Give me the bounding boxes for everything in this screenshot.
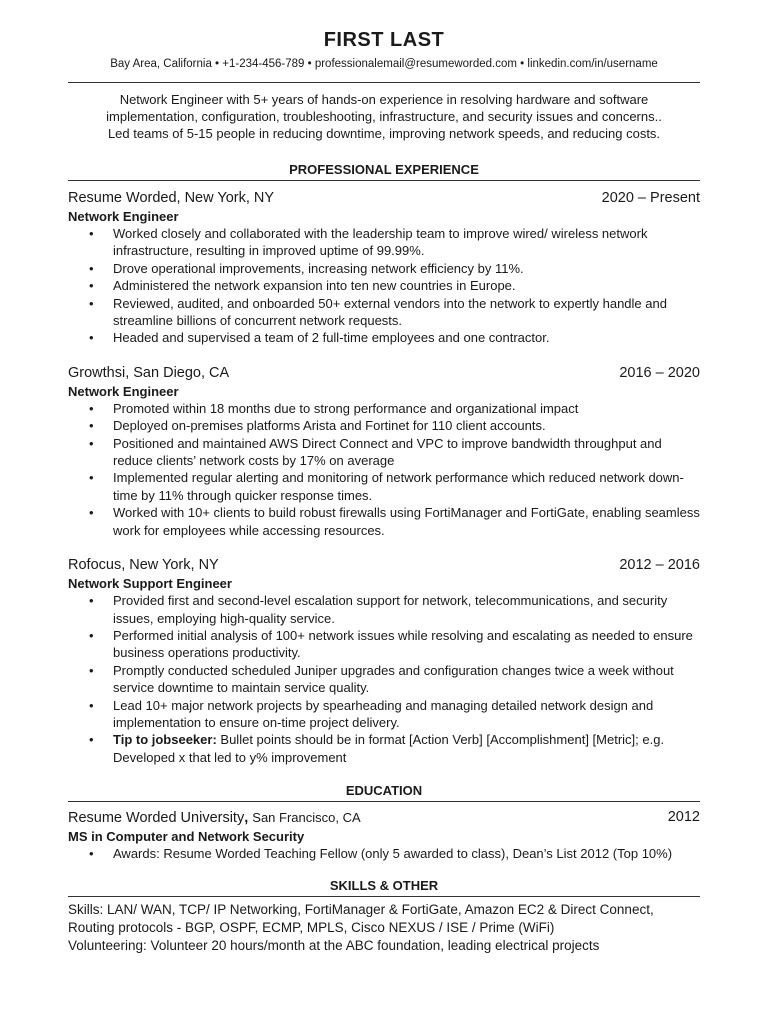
bullet-item: • Worked with 10+ clients to build robust firewalls using FortiManager and FortiGate, enabling seamless work for employees while accessing resources. xyxy=(68,504,700,539)
bullet-item: • Positioned and maintained AWS Direct Connect and VPC to improve bandwidth throughput and reduce clients’ network costs by 17% on average xyxy=(68,435,700,470)
bullet-item: • Implemented regular alerting and monitoring of network performance which reduced network down-time by 11% through quicker response times. xyxy=(68,469,700,504)
bullet-item: • Lead 10+ major network projects by spearheading and managing detailed network design and implementation to ensure on-time project delivery. xyxy=(68,697,700,732)
job-bullets xyxy=(68,400,700,539)
job-header xyxy=(68,364,700,383)
job-dates: 2012 – 2016 xyxy=(619,557,700,574)
contact-line: Bay Area, California • +1-234-456-789 • professionalemail@resumeworded.com • linkedin.com/in/username xyxy=(110,58,658,70)
education-divider xyxy=(68,801,700,802)
bullet-item: • Administered the network expansion into ten new countries in Europe. xyxy=(68,277,700,294)
bullet-item: • Drove operational improvements, increasing network efficiency by 11%. xyxy=(68,260,700,277)
tip-bullet xyxy=(68,731,700,766)
volunteering-line: Volunteering: Volunteer 20 hours/month at the ABC foundation, leading electrical projects xyxy=(68,937,600,953)
summary xyxy=(68,91,700,142)
candidate-name: FIRST LAST xyxy=(323,29,445,51)
job-role: Network Support Engineer xyxy=(68,576,232,592)
experience-heading: PROFESSIONAL EXPERIENCE xyxy=(289,162,479,177)
job-header xyxy=(68,556,700,575)
job-bullets xyxy=(68,225,700,347)
job-entry xyxy=(68,364,700,539)
tip-label: Tip to jobseeker: xyxy=(113,732,217,748)
bullet-item: • Headed and supervised a team of 2 full-time employees and one contractor. xyxy=(68,329,700,346)
header-divider xyxy=(68,82,700,83)
skills-line: Routing protocols - BGP, OSPF, ECMP, MPLS, Cisco NEXUS / ISE / Prime (WiFi) xyxy=(68,919,555,935)
bullet-item: • Reviewed, audited, and onboarded 50+ external vendors into the network to expertly handle and streamline billions of concurrent network requests. xyxy=(68,295,700,330)
bullet-item: • Performed initial analysis of 100+ network issues while resolving and escalating as needed to ensure business operations productivity. xyxy=(68,627,700,662)
education-school: Resume Worded University xyxy=(68,810,245,827)
job-company: Resume Worded, New York, NY xyxy=(68,190,275,206)
bullet-item: • Worked closely and collaborated with the leadership team to improve wired/ wireless network infrastructure, resulting in improved uptime of 99.99%. xyxy=(68,225,700,260)
job-header xyxy=(68,189,700,208)
skills-block xyxy=(68,901,700,955)
bullet-item: • Awards: Resume Worded Teaching Fellow (only 5 awarded to class), Dean’s List 2012 (Top 10%) xyxy=(68,845,700,862)
education-school-line: Resume Worded University, San Francisco, CA xyxy=(68,810,361,827)
bullet-item: • Provided first and second-level escalation support for network, telecommunications, and security issues, employing high-quality service. xyxy=(68,592,700,627)
job-entry xyxy=(68,189,700,347)
summary-line: implementation, configuration, troubleshooting, infrastructure, and security issues and concerns.. xyxy=(106,109,662,124)
bullet-item: • Promptly conducted scheduled Juniper upgrades and configuration changes twice a week without service downtime to maintain service quality. xyxy=(68,662,700,697)
tip-text: Bullet points should be in format [Action Verb] [Accomplishment] [Metric]; e.g. Developed x that led to y% improvement xyxy=(113,732,665,765)
job-entry xyxy=(68,556,700,766)
education-heading: EDUCATION xyxy=(345,783,423,799)
skills-line: Skills: LAN/ WAN, TCP/ IP Networking, FortiManager & FortiGate, Amazon EC2 & Direct Connect, xyxy=(68,901,654,917)
education-year: 2012 xyxy=(667,809,700,826)
bullet-item: • Deployed on-premises platforms Arista and Fortinet for 110 client accounts. xyxy=(68,417,700,434)
experience-divider xyxy=(68,180,700,181)
education-bullets xyxy=(68,845,700,862)
summary-line: Network Engineer with 5+ years of hands-on experience in resolving hardware and software xyxy=(119,92,649,107)
job-bullets xyxy=(68,592,700,766)
job-dates: 2020 – Present xyxy=(601,190,700,206)
skills-heading: SKILLS & OTHER xyxy=(329,877,439,893)
job-role: Network Engineer xyxy=(68,209,179,224)
bullet-item: • Promoted within 18 months due to strong performance and organizational impact xyxy=(68,400,700,417)
job-role: Network Engineer xyxy=(68,383,179,399)
education-degree: MS in Computer and Network Security xyxy=(68,829,305,845)
job-company: Growthsi, San Diego, CA xyxy=(68,364,230,381)
summary-line: Led teams of 5-15 people in reducing downtime, improving network speeds, and reducing costs. xyxy=(107,126,661,141)
job-dates: 2016 – 2020 xyxy=(619,364,700,381)
job-company: Rofocus, New York, NY xyxy=(68,557,219,574)
education-city: San Francisco, CA xyxy=(252,810,361,826)
skills-divider xyxy=(68,896,700,897)
education-header xyxy=(68,808,700,828)
